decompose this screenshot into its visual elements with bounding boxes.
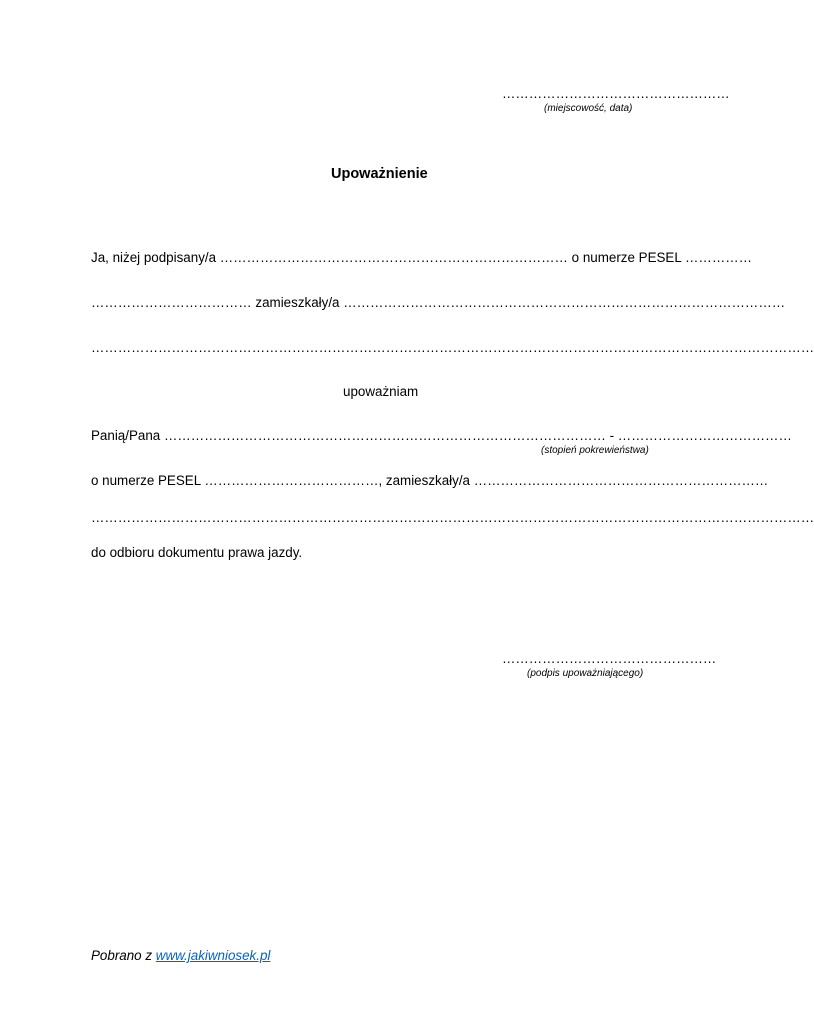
signature-dotted-line: ………………………………………… [502,651,717,666]
body-line-residence: ……………………………… zamieszkały/a ……………………………………………………………………………………… [91,295,786,310]
body-line-blank: ……………………………………………………………………………………………………………………………………………… [91,340,814,355]
authorize-word: upoważniam [343,384,419,399]
place-date-dotted-line: …………………………………………… [502,86,730,101]
footer-link[interactable]: www.jakiwniosek.pl [155,948,271,963]
body-line-authorized-person: Panią/Pana ……………………………………………………………………………………… - ………………………………… [91,428,792,443]
place-date-caption: (miejscowość, data) [544,103,633,114]
signature-caption: (podpis upoważniającego) [527,668,644,679]
relation-caption: (stopień pokrewieństwa) [541,445,649,456]
document-title: Upoważnienie [331,166,428,182]
purpose-line: do odbioru dokumentu prawa jazdy. [91,545,303,560]
footer-source [91,948,270,964]
body-line-declarant: Ja, niżej podpisany/a …………………………………………………………………… o numerze PESEL …………… [91,250,752,265]
footer-prefix: Pobrano z [91,948,153,963]
body-line-blank-2: ……………………………………………………………………………………………………………………………………………… [91,510,814,525]
body-line-authorized-pesel: o numerze PESEL …………………………………, zamieszkały/a ………………………………………………………… [91,473,769,488]
